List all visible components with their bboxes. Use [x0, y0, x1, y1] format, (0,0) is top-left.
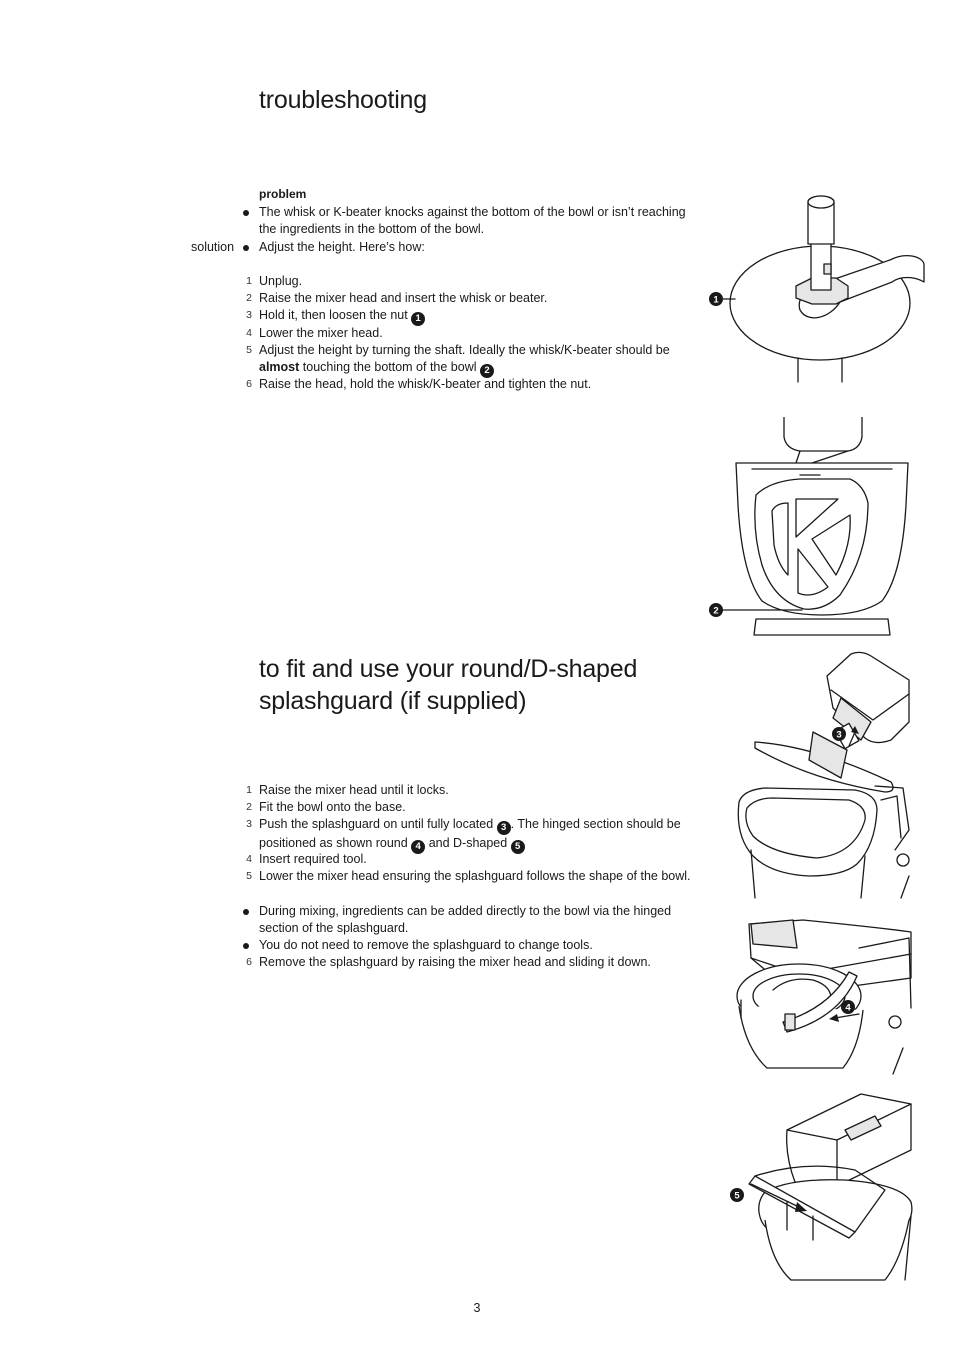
- bullet-dot: [243, 909, 249, 915]
- splashguard-fitting-illustration: [725, 650, 915, 900]
- step-number: 6: [246, 378, 252, 390]
- callout-badge-4: 4: [411, 840, 425, 854]
- step-text-part: Hold it, then loosen the nut: [259, 308, 408, 322]
- section-title-splashguard: [259, 653, 637, 717]
- bullet-dot: [243, 943, 249, 949]
- step-text: Fit the bowl onto the base.: [259, 800, 406, 814]
- step-number: 2: [246, 292, 252, 304]
- step-text: Remove the splashguard by raising the mixer head and sliding it down.: [259, 955, 651, 969]
- title-line-2: splashguard (if supplied): [259, 687, 527, 715]
- step-number: 5: [246, 344, 252, 356]
- step-text: Insert required tool.: [259, 852, 367, 866]
- d-shaped-splashguard-illustration: [725, 1090, 915, 1285]
- callout-badge-3: 3: [497, 821, 511, 835]
- k-beater-bowl-illustration: [700, 415, 930, 640]
- step-text: You do not need to remove the splashguard to change tools.: [259, 938, 593, 952]
- bullet-dot: [243, 245, 249, 251]
- step-text-part: Push the splashguard on until fully located: [259, 817, 494, 831]
- solution-label: solution: [191, 240, 235, 254]
- step-number: 2: [246, 801, 252, 813]
- callout-badge-2: 2: [480, 364, 494, 378]
- step-number: 4: [246, 853, 252, 865]
- mixer-head: [787, 1094, 911, 1186]
- emphasis-almost: almost: [259, 360, 300, 374]
- step-text: [259, 307, 691, 326]
- step-text-part: Adjust the height by turning the shaft. Ideally the whisk/K-beater should be: [259, 343, 670, 357]
- step-text: Lower the mixer head ensuring the splashguard follows the shape of the bowl.: [259, 869, 691, 883]
- callout-badge-1: 1: [411, 312, 425, 326]
- step-text: Raise the head, hold the whisk/K-beater and tighten the nut.: [259, 377, 592, 391]
- page-number: 3: [473, 1301, 481, 1315]
- bullet-dot: [243, 210, 249, 216]
- step-text: Lower the mixer head.: [259, 326, 383, 340]
- problem-label: problem: [259, 187, 307, 201]
- step-number: 5: [246, 870, 252, 882]
- nut-spanner-illustration: [700, 190, 930, 390]
- step-number: 3: [246, 309, 252, 321]
- callout-1-label: 1: [713, 294, 719, 306]
- step-text-part: and D-shaped: [428, 836, 508, 850]
- step-text: [259, 816, 691, 854]
- page-title-troubleshooting: troubleshooting: [259, 86, 427, 114]
- step-text: During mixing, ingredients can be added directly to the bowl via the hinged section of the splashguard.: [259, 904, 672, 935]
- round-splashguard-illustration: [733, 918, 913, 1078]
- step-text-part: . The hinged section should be positioned as shown round: [259, 817, 681, 850]
- title-line-1: to fit and use your round/D-shaped: [259, 655, 638, 683]
- step-number: 6: [246, 956, 252, 968]
- step-text: Raise the mixer head and insert the whisk or beater.: [259, 291, 548, 305]
- mixing-bowl: [738, 788, 877, 876]
- step-number: 1: [246, 275, 252, 287]
- solution-text: Adjust the height. Here’s how:: [259, 240, 425, 254]
- bowl-base: [754, 619, 890, 635]
- callout-badge-5: 5: [511, 840, 525, 854]
- callout-3-label: 3: [836, 729, 842, 741]
- step-text-part: touching the bottom of the bowl: [302, 360, 477, 374]
- step-number: 1: [246, 784, 252, 796]
- step-text: Unplug.: [259, 274, 303, 288]
- callout-5-label: 5: [734, 1190, 740, 1202]
- step-text: Raise the mixer head until it locks.: [259, 783, 449, 797]
- problem-text: The whisk or K-beater knocks against the bottom of the bowl or isn’t reaching the ingredients in the bottom of the bowl.: [259, 205, 686, 236]
- callout-2-label: 2: [713, 605, 719, 617]
- mixer-head: [784, 417, 862, 451]
- callout-4-label: 4: [845, 1002, 851, 1014]
- step-number: 3: [246, 818, 252, 830]
- step-text: [259, 342, 691, 378]
- step-number: 4: [246, 327, 252, 339]
